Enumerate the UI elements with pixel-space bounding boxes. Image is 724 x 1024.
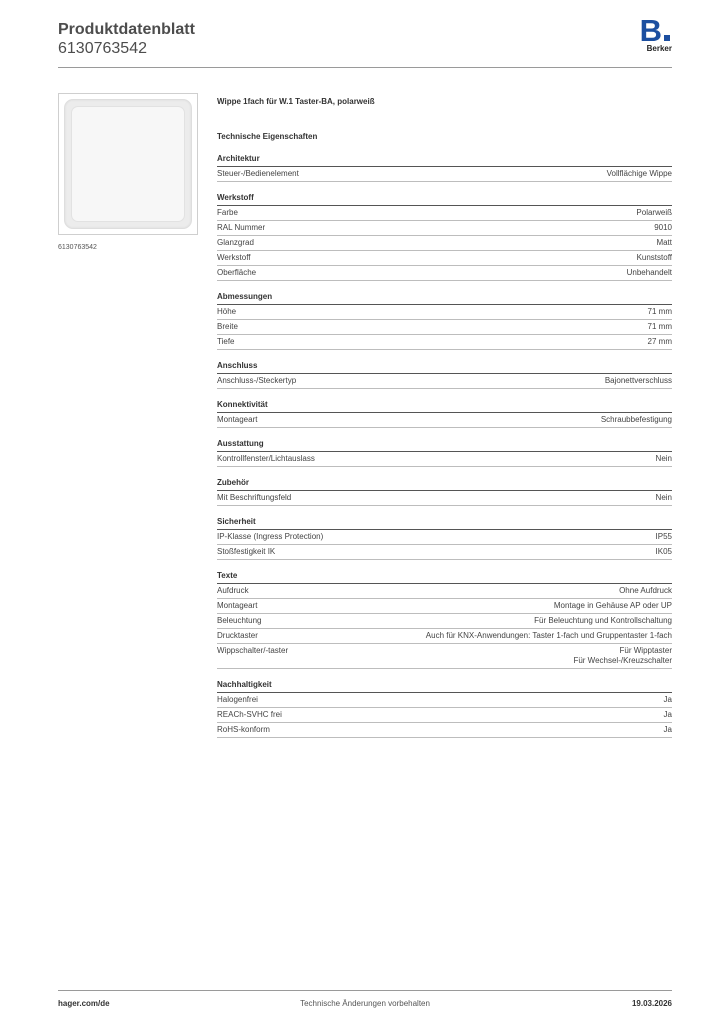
spec-value-line: 9010 [654, 223, 672, 232]
spec-label: Höhe [217, 307, 237, 316]
switch-rocker [71, 106, 185, 222]
spec-value-line: Matt [656, 238, 672, 247]
document-number: 6130763542 [58, 40, 147, 57]
spec-section [217, 571, 672, 669]
spec-value-line: 71 mm [647, 307, 672, 316]
spec-value [275, 547, 672, 557]
spec-section [217, 292, 672, 350]
spec-value-line: Nein [655, 454, 672, 463]
spec-row [217, 629, 672, 644]
spec-row [217, 305, 672, 320]
spec-label: Montageart [217, 415, 258, 424]
spec-value-line: Polarweiß [636, 208, 672, 217]
logo-name: Berker [646, 44, 672, 53]
switch-frame [64, 99, 192, 229]
spec-value [235, 337, 673, 347]
spec-value-line: Für Wechsel-/Kreuzschalter [573, 656, 672, 665]
section-title: Werkstoff [217, 193, 672, 206]
spec-row [217, 644, 672, 669]
spec-row [217, 167, 672, 182]
section-title: Nachhaltigkeit [217, 680, 672, 693]
spec-row [217, 236, 672, 251]
spec-value [261, 616, 672, 626]
spec-value [315, 454, 672, 464]
spec-row [217, 693, 672, 708]
spec-value-line: Kunststoff [636, 253, 672, 262]
spec-label: Mit Beschriftungsfeld [217, 493, 292, 502]
spec-value [282, 710, 672, 720]
spec-value [258, 631, 672, 641]
spec-value-line: Auch für KNX-Anwendungen: Taster 1-fach und Gruppentaster 1-fach [425, 631, 672, 640]
spec-label: Kontrollfenster/Lichtauslass [217, 454, 315, 463]
spec-row [217, 545, 672, 560]
spec-section [217, 193, 672, 281]
section-title: Ausstattung [217, 439, 672, 452]
section-title: Texte [217, 571, 672, 584]
spec-row [217, 584, 672, 599]
spec-value [258, 695, 672, 705]
footer-date: 19.03.2026 [631, 999, 672, 1008]
spec-section [217, 680, 672, 738]
spec-value [265, 223, 672, 233]
spec-row [217, 614, 672, 629]
spec-label: Stoßfestigkeit IK [217, 547, 276, 556]
section-title: Abmessungen [217, 292, 672, 305]
spec-value [270, 725, 672, 735]
spec-value [249, 586, 672, 596]
spec-value [299, 169, 672, 179]
spec-value [323, 532, 672, 542]
spec-section [217, 478, 672, 506]
spec-value-line: Unbehandelt [626, 268, 672, 277]
spec-value-line: Vollflächige Wippe [606, 169, 672, 178]
spec-label: Montageart [217, 601, 258, 610]
spec-row [217, 221, 672, 236]
spec-label: Halogenfrei [217, 695, 258, 704]
spec-label: Breite [217, 322, 238, 331]
spec-section [217, 400, 672, 428]
logo-letter: B [639, 13, 662, 48]
section-title: Konnektivität [217, 400, 672, 413]
spec-value [256, 268, 672, 278]
spec-value-line: Montage in Gehäuse AP oder UP [553, 601, 672, 610]
spec-row [217, 599, 672, 614]
spec-section [217, 361, 672, 389]
spec-value [238, 322, 672, 332]
berker-logo [638, 13, 672, 53]
spec-label: RAL Nummer [217, 223, 266, 232]
image-caption: 6130763542 [58, 244, 97, 251]
spec-label: Beleuchtung [217, 616, 262, 625]
document-title: Produktdatenblatt [58, 21, 195, 38]
spec-row [217, 320, 672, 335]
spec-label: REACh-SVHC frei [217, 710, 282, 719]
spec-label: Anschluss-/Steckertyp [217, 376, 297, 385]
spec-value-line: Ja [663, 725, 672, 734]
spec-value-line: Ja [663, 710, 672, 719]
section-title: Sicherheit [217, 517, 672, 530]
spec-label: Werkstoff [217, 253, 251, 262]
spec-value-line: IP55 [655, 532, 672, 541]
spec-value [296, 376, 672, 386]
spec-label: Farbe [217, 208, 238, 217]
spec-label: IP-Klasse (Ingress Protection) [217, 532, 324, 541]
spec-value-line: Bajonettverschluss [604, 376, 672, 385]
spec-label: Aufdruck [217, 586, 249, 595]
page-footer [58, 990, 672, 1012]
spec-value [257, 415, 672, 425]
spec-row [217, 708, 672, 723]
spec-row [217, 251, 672, 266]
footer-website: hager.com/de [58, 999, 110, 1008]
product-image [58, 93, 198, 235]
spec-row [217, 452, 672, 467]
spec-value-line: Ja [663, 695, 672, 704]
spec-section [217, 439, 672, 467]
spec-label: Drucktaster [217, 631, 258, 640]
spec-value [291, 493, 672, 503]
spec-row [217, 723, 672, 738]
spec-value-line: Schraubbefestigung [600, 415, 672, 424]
spec-row [217, 374, 672, 389]
spec-label: Glanzgrad [217, 238, 254, 247]
page-header [58, 13, 672, 68]
spec-value [236, 307, 672, 317]
spec-value [257, 601, 672, 611]
spec-value-line: IK05 [655, 547, 672, 556]
spec-section [217, 154, 672, 182]
spec-label: Wippschalter/-taster [217, 646, 289, 655]
spec-row [217, 530, 672, 545]
spec-value-line: Für Beleuchtung und Kontrollschaltung [534, 616, 672, 625]
spec-row [217, 413, 672, 428]
spec-value-line: Für Wipptaster [619, 646, 672, 655]
spec-value-line: Nein [655, 493, 672, 502]
section-title: Zubehör [217, 478, 672, 491]
spec-value [251, 253, 673, 263]
spec-value [238, 208, 672, 218]
spec-row [217, 335, 672, 350]
spec-value-line: 27 mm [647, 337, 672, 346]
spec-value-line: Ohne Aufdruck [619, 586, 672, 595]
spec-row [217, 491, 672, 506]
footer-disclaimer: Technische Änderungen vorbehalten [300, 999, 430, 1008]
spec-row [217, 266, 672, 281]
spec-row [217, 206, 672, 221]
properties-heading: Technische Eigenschaften [217, 132, 318, 141]
spec-label: RoHS-konform [217, 725, 270, 734]
spec-label: Steuer-/Bedienelement [217, 169, 299, 178]
product-name: Wippe 1fach für W.1 Taster-BA, polarweiß [217, 97, 375, 106]
spec-label: Tiefe [217, 337, 235, 346]
section-title: Anschluss [217, 361, 672, 374]
spec-value [288, 646, 672, 666]
spec-value-line: 71 mm [647, 322, 672, 331]
spec-label: Oberfläche [217, 268, 257, 277]
spec-value [254, 238, 672, 248]
section-title: Architektur [217, 154, 672, 167]
product-specs [217, 97, 672, 749]
spec-section [217, 517, 672, 560]
spec-sections [217, 154, 672, 738]
logo-dot [664, 35, 670, 41]
